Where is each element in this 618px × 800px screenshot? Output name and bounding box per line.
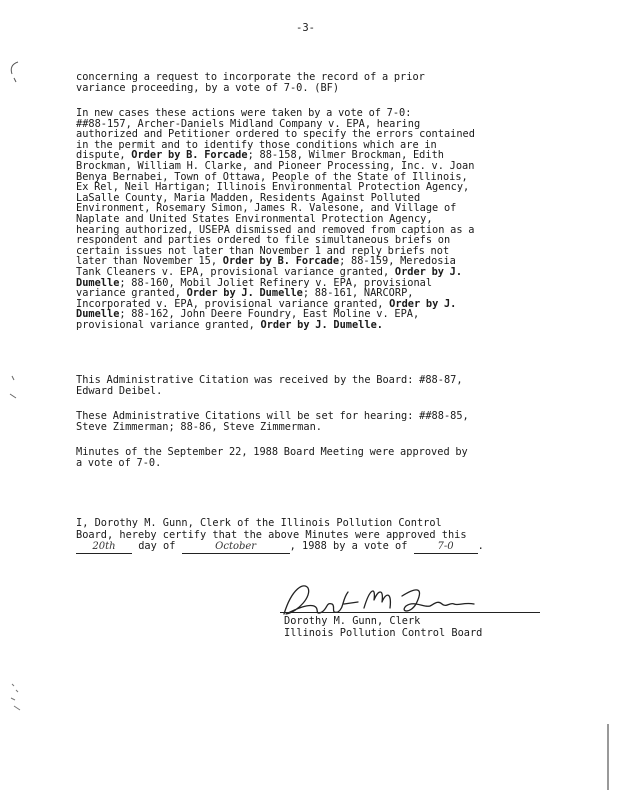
- text-segment: respondent and parties ordered to file simultaneous briefs on: [76, 234, 451, 247]
- day-handwritten: 20th: [76, 541, 132, 554]
- clerk-title: Illinois Pollution Control Board: [284, 627, 483, 639]
- text-segment: This Administrative Citation was received by the Board: #88-87,: [76, 374, 463, 386]
- clerk-certification: [76, 518, 546, 554]
- text-segment: These Administrative Citations will be set for hearing: ##88-85,: [76, 410, 469, 422]
- certification-end: .: [477, 540, 484, 552]
- signature-line: [280, 612, 540, 613]
- text-segment: ; 88-161, NARCORP,: [302, 287, 414, 300]
- text-segment: Minutes of the September 22, 1988 Board Meeting were approved by: [76, 446, 468, 458]
- text-segment: Brockman, William H. Clarke, and Pioneer Processing, Inc. v. Joan: [76, 159, 475, 172]
- text-segment: In new cases these actions were taken by a vote of 7-0:: [76, 107, 412, 119]
- order-attribution: Order by J. Dumelle: [186, 287, 303, 300]
- signature-block: [284, 615, 482, 639]
- vote-handwritten: 7-0: [414, 541, 478, 554]
- paragraph-prior-record: [76, 72, 546, 93]
- text-segment: LaSalle County, Maria Madden, Residents Against Polluted: [76, 191, 421, 204]
- text-line: [76, 422, 546, 433]
- order-attribution: Order by J. Dumelle.: [260, 318, 383, 331]
- order-attribution: Order by J.: [389, 297, 457, 310]
- text-segment: Environment, Rosemary Simon, James R. Valesone, and Village of: [76, 202, 457, 215]
- text-segment: concerning a request to incorporate the record of a prior: [76, 71, 425, 83]
- text-line: [76, 386, 546, 397]
- text-segment: Incorporated v. EPA, provisional variance granted,: [76, 297, 390, 310]
- text-segment: Tank Cleaners v. EPA, provisional variance granted,: [76, 265, 395, 278]
- order-attribution: Dumelle: [76, 276, 120, 289]
- text-segment: certain issues not later than November 1 and reply briefs not: [76, 244, 450, 257]
- text-segment: ##88-157, Archer-Daniels Midland Company v. EPA, hearing: [76, 117, 421, 130]
- text-segment: Ex Rel, Neil Hartigan; Illinois Environmental Protection Agency,: [76, 181, 470, 194]
- paragraph-new-cases: [76, 108, 546, 330]
- text-segment: Edward Deibel.: [76, 384, 163, 397]
- text-line: [76, 83, 546, 94]
- text-segment: provisional variance granted,: [76, 318, 261, 331]
- margin-scan-mark-top: [4, 58, 26, 86]
- page-number: -3-: [296, 22, 315, 34]
- text-segment: ; 88-158, Wilmer Brockman, Edith: [247, 149, 444, 162]
- text-segment: Naplate and United States Environmental Protection Agency,: [76, 212, 433, 225]
- order-attribution: Order by B. Forcade: [131, 149, 248, 162]
- order-attribution: Order by J.: [394, 265, 463, 278]
- day-label: day of: [132, 540, 182, 552]
- text-segment: a vote of 7-0.: [76, 456, 162, 469]
- text-line: [76, 320, 546, 331]
- text-segment: variance granted,: [76, 287, 187, 300]
- text-segment: ; 88-160, Mobil Joliet Refinery v. EPA, provisional: [119, 276, 433, 289]
- text-segment: Steve Zimmerman; 88-86, Steve Zimmerman.: [76, 420, 322, 433]
- clerk-name: Dorothy M. Gunn, Clerk: [284, 615, 421, 627]
- text-segment: hearing authorized, USEPA dismissed and removed from caption as a: [76, 223, 475, 236]
- text-segment: dispute,: [76, 149, 132, 162]
- certification-line-1: I, Dorothy M. Gunn, Clerk of the Illinois Pollution Control: [76, 517, 442, 529]
- text-segment: in the permit and to identify those conditions which are in: [76, 138, 437, 151]
- month-handwritten: October: [182, 541, 290, 554]
- text-segment: authorized and Petitioner ordered to specify the errors contained: [76, 128, 475, 141]
- paragraph-minutes-approved: [76, 447, 546, 468]
- text-line: [76, 458, 546, 469]
- text-segment: ; 88-159, Meredosia: [339, 255, 456, 268]
- order-attribution: Order by B. Forcade: [222, 255, 340, 268]
- paragraph-administrative-citations-hearing: [76, 411, 546, 432]
- right-edge-scan-line: [604, 722, 612, 792]
- text-segment: Benya Bernabei, Town of Ottawa, People of the State of Illinois,: [76, 170, 468, 183]
- certification-line-2: Board, hereby certify that the above Minutes were approved this: [76, 528, 467, 541]
- text-segment: variance proceeding, by a vote of 7-0. (BF): [76, 81, 340, 94]
- text-segment: later than November 15,: [76, 255, 223, 268]
- certification-line-3: [76, 541, 546, 554]
- text-segment: ; 88-162, John Deere Foundry, East Moline v. EPA,: [119, 308, 420, 321]
- year-text: , 1988 by a vote of: [289, 540, 414, 552]
- margin-scan-mark-middle: [4, 372, 20, 402]
- paragraph-administrative-citation-received: [76, 375, 546, 396]
- order-attribution: Dumelle: [76, 308, 120, 321]
- margin-scan-mark-bottom: [6, 680, 28, 714]
